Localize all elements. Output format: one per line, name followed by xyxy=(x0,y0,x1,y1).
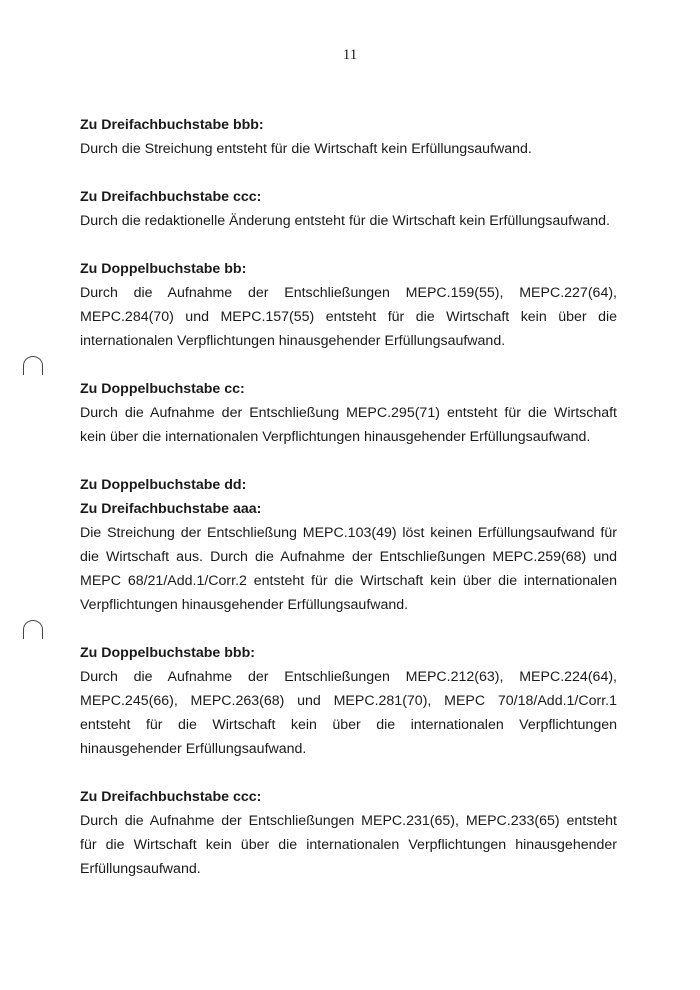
section-text: Durch die Streichung entsteht für die Wirtschaft kein Erfüllungsaufwand. xyxy=(80,141,532,157)
punch-hole-mark xyxy=(23,620,43,639)
document-body xyxy=(80,113,617,881)
section xyxy=(80,185,617,233)
punch-hole-mark xyxy=(23,356,43,375)
section xyxy=(80,641,617,761)
section-heading: Zu Doppelbuchstabe bb: xyxy=(80,261,247,277)
section-heading: Zu Dreifachbuchstabe bbb: xyxy=(80,117,264,133)
section xyxy=(80,473,617,617)
section-heading: Zu Dreifachbuchstabe ccc: xyxy=(80,189,262,205)
section xyxy=(80,113,617,161)
section-heading: Zu Doppelbuchstabe cc: xyxy=(80,381,245,397)
section-heading: Zu Doppelbuchstabe dd: xyxy=(80,477,247,493)
section-text: Durch die Aufnahme der Entschließungen MEPC.159(55), MEPC.227(64), MEPC.284(70) und MEPC.157(55) entsteht für die Wirtschaft kein über die internationalen Verpflichtungen hinausgehender Erfüllungsaufwand. xyxy=(80,285,617,349)
section-heading: Zu Dreifachbuchstabe ccc: xyxy=(80,789,262,805)
section-text: Durch die redaktionelle Änderung entsteht für die Wirtschaft kein Erfüllungsaufwand. xyxy=(80,213,610,229)
section xyxy=(80,785,617,881)
section xyxy=(80,377,617,449)
section-heading: Zu Doppelbuchstabe bbb: xyxy=(80,645,255,661)
page-number: 11 xyxy=(342,47,358,63)
section-text: Durch die Aufnahme der Entschließung MEPC.295(71) entsteht für die Wirtschaft kein über die internationalen Verpflichtungen hinausgehender Erfüllungsaufwand. xyxy=(80,405,617,445)
section-text: Durch die Aufnahme der Entschließungen MEPC.212(63), MEPC.224(64), MEPC.245(66), MEPC.263(68) und MEPC.281(70), MEPC 70/18/Add.1/Corr.1 entsteht für die Wirtschaft kein über die internationalen Verpflichtungen hinausgehender Erfüllungsaufwand. xyxy=(80,669,617,757)
section-text: Durch die Aufnahme der Entschließungen MEPC.231(65), MEPC.233(65) entsteht für die Wirtschaft kein über die internationalen Verpflichtungen hinausgehender Erfüllungsaufwand. xyxy=(80,813,617,877)
section xyxy=(80,257,617,353)
section-subheading: Zu Dreifachbuchstabe aaa: xyxy=(80,501,262,517)
section-text: Die Streichung der Entschließung MEPC.103(49) löst keinen Erfüllungsaufwand für die Wirtschaft aus. Durch die Aufnahme der Entschließungen MEPC.259(68) und MEPC 68/21/Add.1/Corr.2 entsteht für die Wirtschaft kein über die internationalen Verpflichtungen hinausgehender Erfüllungsaufwand. xyxy=(80,525,617,613)
